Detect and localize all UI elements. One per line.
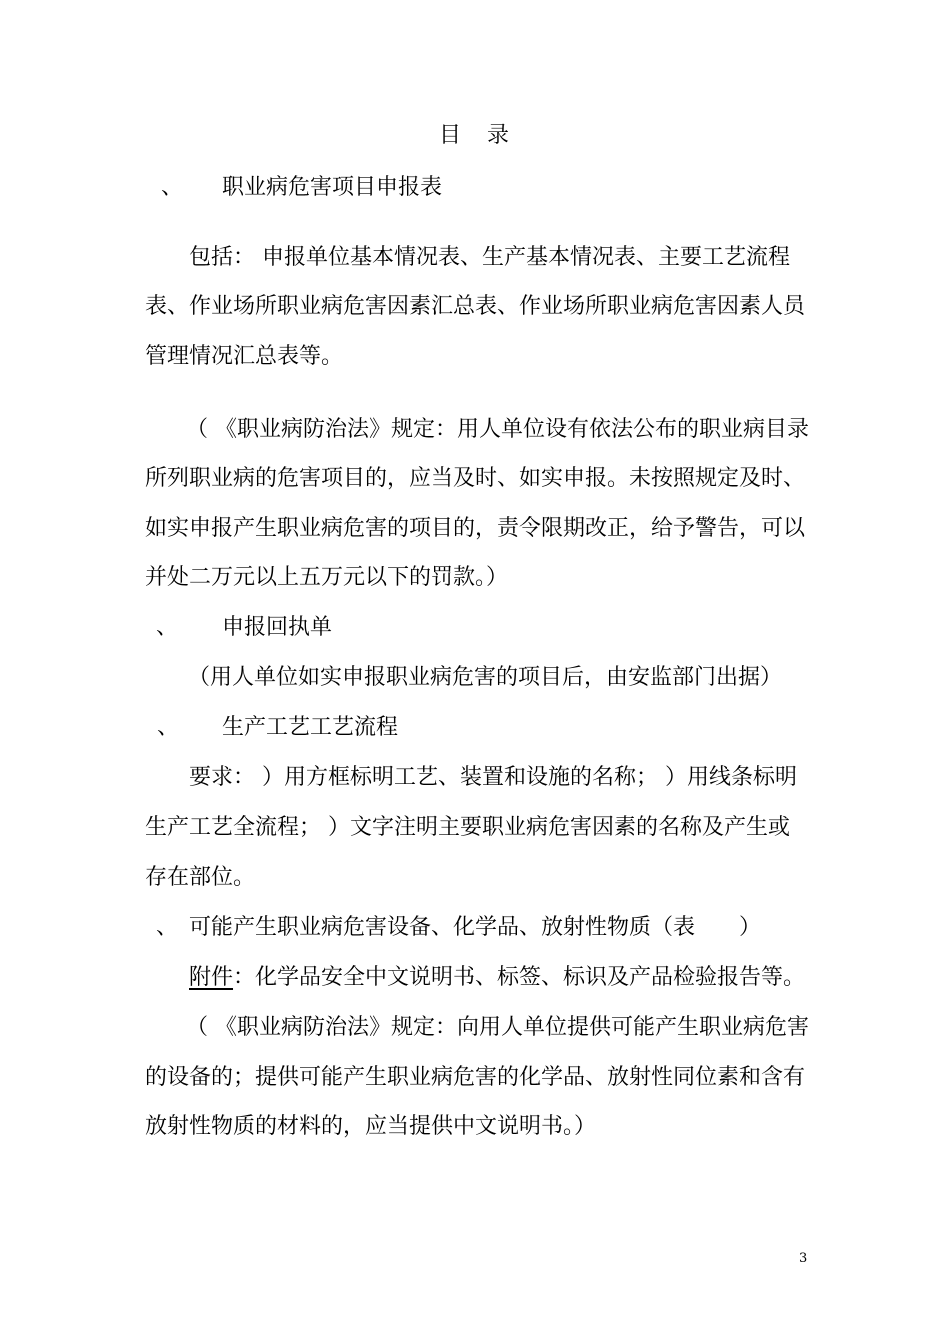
section3-heading: 生产工艺工艺流程 <box>222 715 399 740</box>
section4-law-line-3: 放射性物质的材料的，应当提供中文说明书。） <box>145 1114 597 1139</box>
attachment-text: ：化学品安全中文说明书、标签、标识及产品检验报告等。 <box>233 965 806 990</box>
section4-law-line-1: （ 《职业病防治法》规定：向用人单位提供可能产生职业病危害 <box>186 1015 809 1040</box>
section3-mark: 、 <box>157 715 180 740</box>
section1-heading: 职业病危害项目申报表 <box>222 175 443 200</box>
section1-content-line-2: 表、作业场所职业病危害因素汇总表、作业场所职业病危害因素人员 <box>145 294 806 319</box>
section2-mark: 、 <box>156 615 179 640</box>
section2-note: （用人单位如实申报职业病危害的项目后，由安监部门出据） <box>188 665 783 690</box>
section1-law-line-4: 并处二万元以上五万元以下的罚款。） <box>145 565 509 590</box>
section1-law-line-2: 所列职业病的危害项目的，应当及时、如实申报。未按照规定及时、 <box>145 466 806 491</box>
section4-law-line-2: 的设备的；提供可能产生职业病危害的化学品、放射性同位素和含有 <box>145 1065 806 1090</box>
attachment-label: 附件 <box>189 965 234 990</box>
page-number: 3 <box>799 1251 808 1266</box>
section2-heading: 申报回执单 <box>222 615 333 640</box>
section4-attachment-line <box>189 963 805 993</box>
section3-requirement-line-1: 要求： ）用方框标明工艺、装置和设施的名称； ）用线条标明 <box>189 765 797 790</box>
section1-content-line-3: 管理情况汇总表等。 <box>145 344 344 369</box>
section3-requirement-line-3: 存在部位。 <box>145 865 256 890</box>
section4-mark: 、 <box>156 915 179 940</box>
section3-requirement-line-2: 生产工艺全流程； ）文字注明主要职业病危害因素的名称及产生或 <box>145 815 790 840</box>
section1-mark: 、 <box>161 175 184 200</box>
section1-law-line-1: （ 《职业病防治法》规定：用人单位设有依法公布的职业病目录 <box>186 417 809 442</box>
section1-law-line-3: 如实申报产生职业病危害的项目的，责令限期改正，给予警告，可以 <box>145 516 806 541</box>
section4-heading: 可能产生职业病危害设备、化学品、放射性物质（表 ） <box>189 915 762 940</box>
section1-content-line-1: 包括： 申报单位基本情况表、生产基本情况表、主要工艺流程 <box>189 245 790 270</box>
page-title: 目 录 <box>438 123 511 148</box>
